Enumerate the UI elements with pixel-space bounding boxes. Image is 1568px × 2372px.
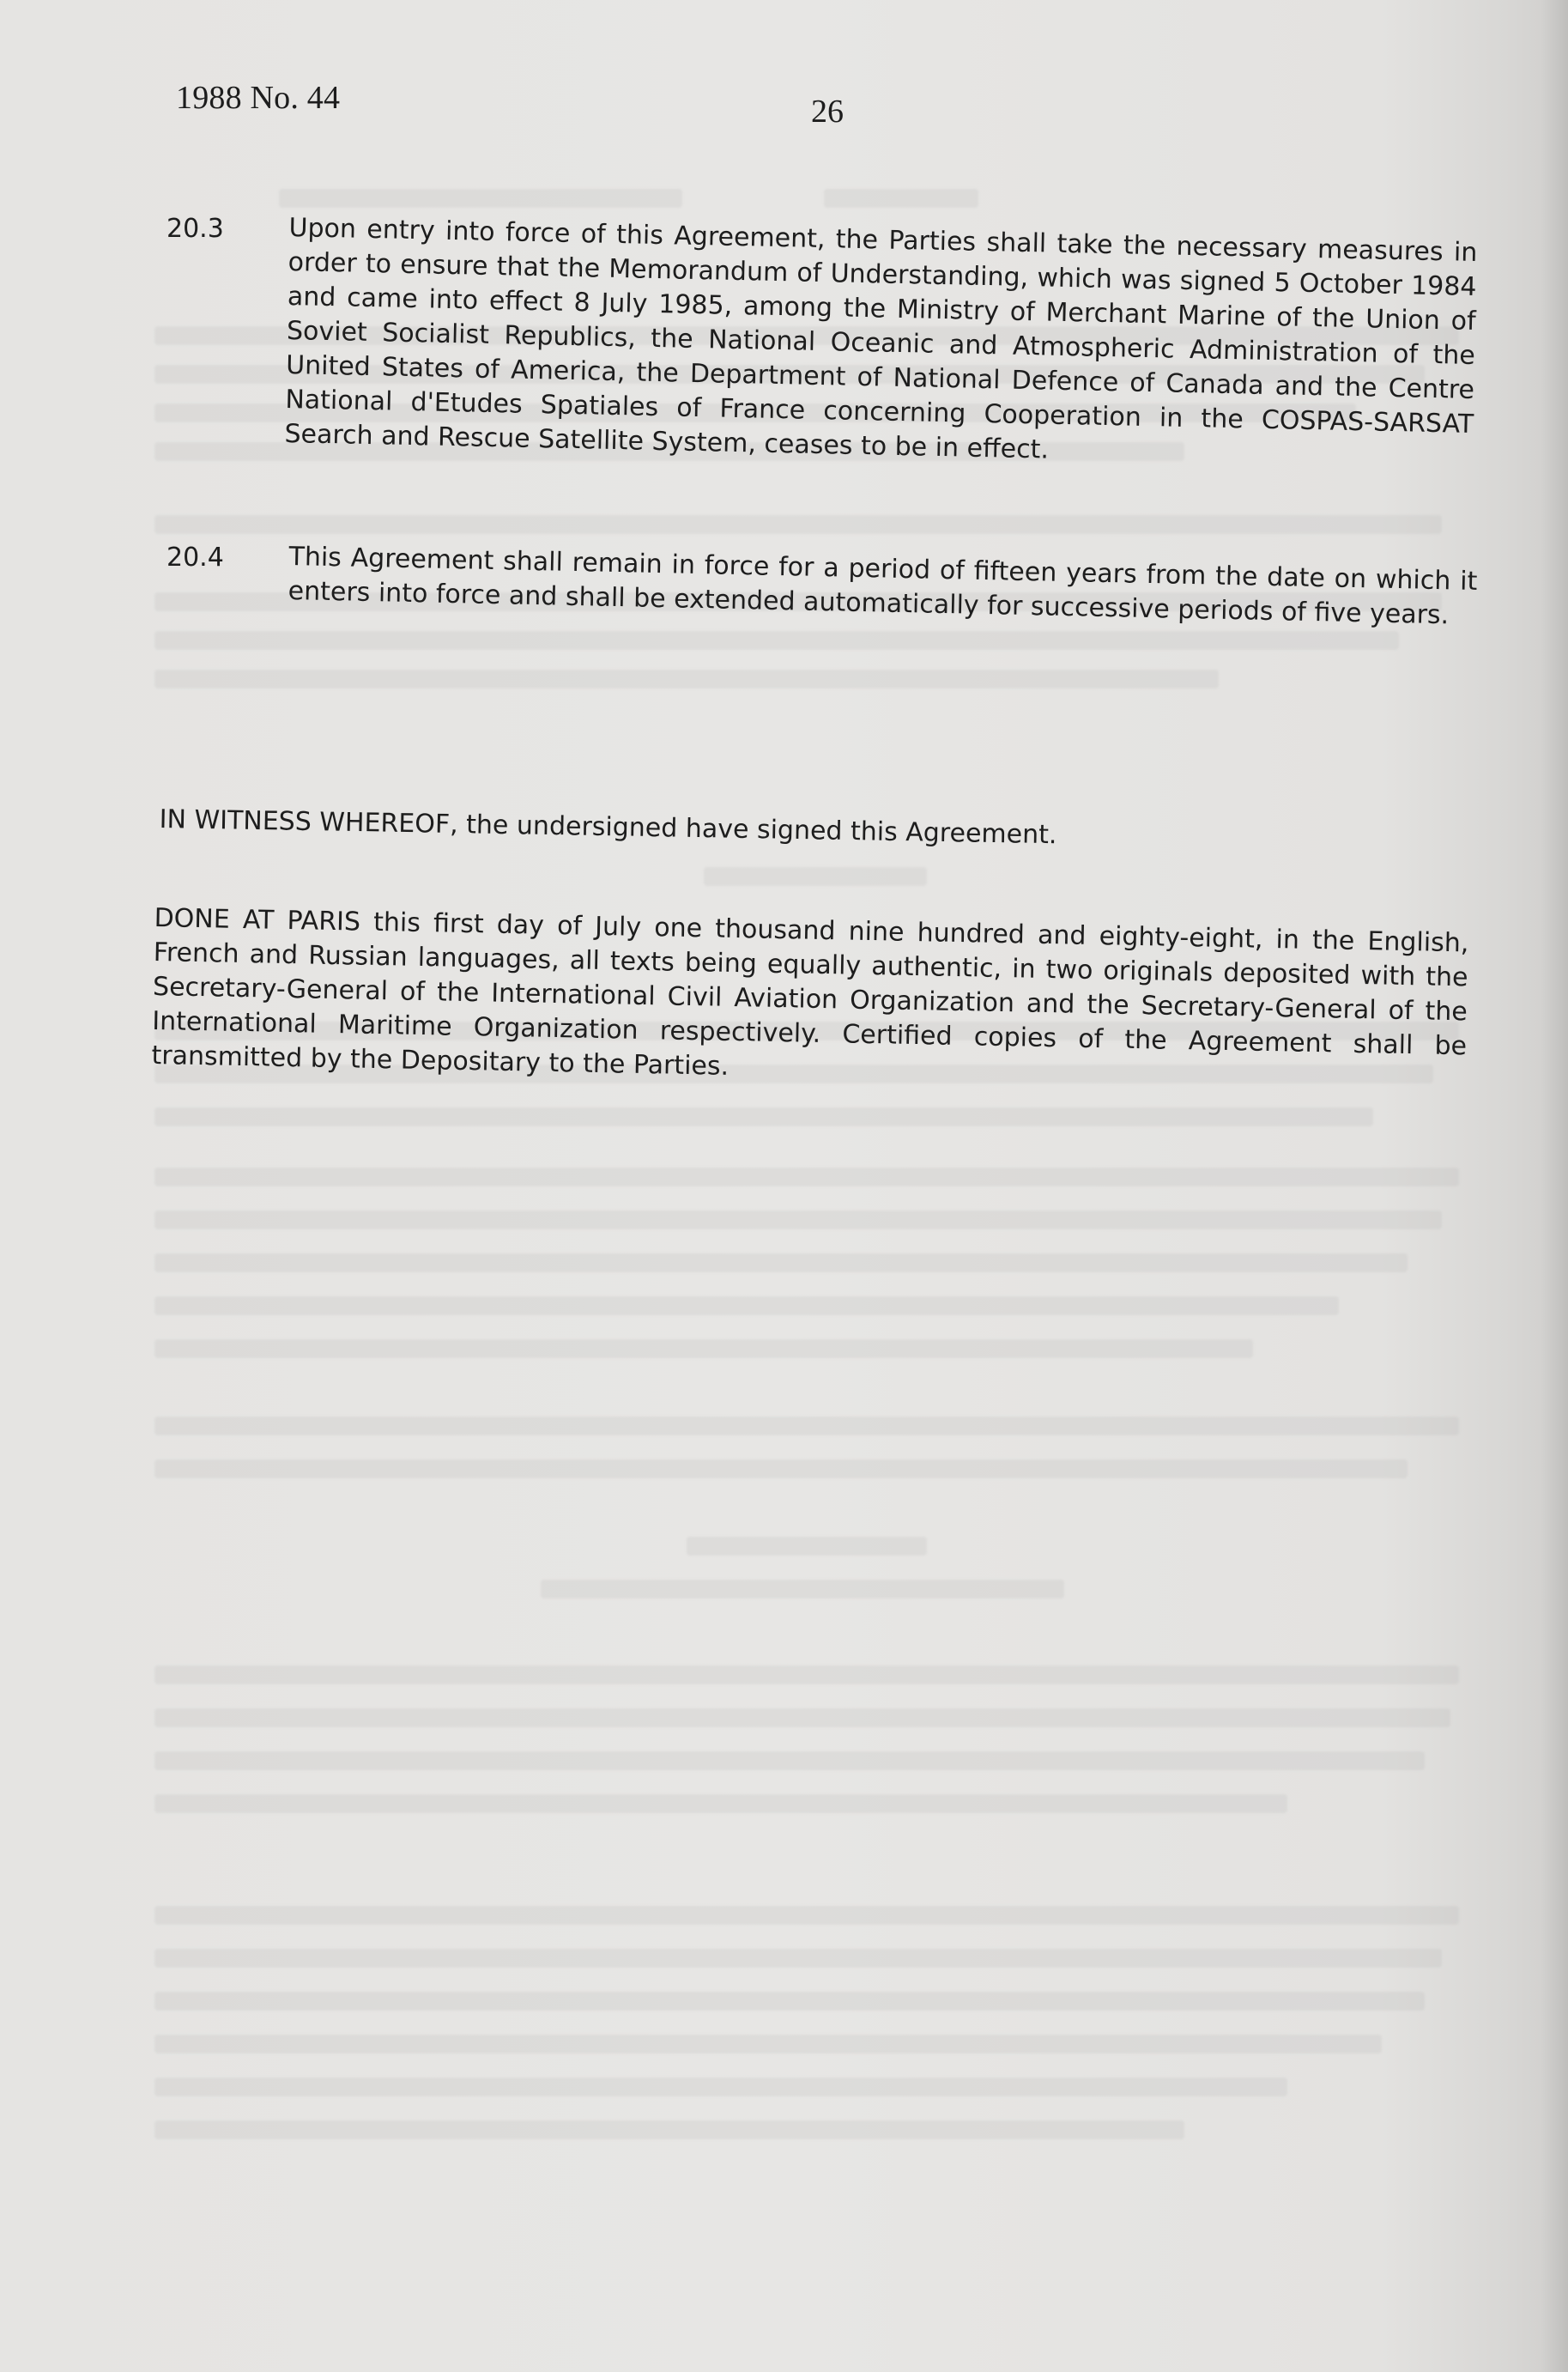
witness-statement: IN WITNESS WHEREOF, the undersigned have signed this Agreement. bbox=[159, 804, 1057, 851]
clause-20-3 bbox=[166, 211, 1488, 486]
clause-text: This Agreement shall remain in force for a period of fifteen years from the date on which it enters into force and shall be extended automatically for successive periods of five years. bbox=[288, 541, 1478, 631]
document-reference: 1988 No. 44 bbox=[176, 80, 341, 116]
page-number: 26 bbox=[811, 94, 844, 130]
clause-text: Upon entry into force of this Agreement, the Parties shall take the necessary measures in order to ensure that the Memorandum of Understanding, which was signed 5 October 1984 and came into effect 8 July 1985, among the Ministry of Merchant Marine of the Union of Soviet Socialist Republics, the National Oceanic and Atmospheric Administration of the United States of America, the Department of National Defence of Canada and the Centre National d'Etudes Spatiales of France concerning Cooperation in the COSPAS-SARSAT Search and Rescue Satellite System, ceases to be in effect. bbox=[284, 212, 1478, 465]
clause-number: 20.3 bbox=[166, 214, 224, 244]
page-edge-shadow bbox=[1541, 0, 1568, 2372]
done-at-paris-paragraph: DONE AT PARIS this first day of July one thousand nine hundred and eighty-eight, in the English, French and Russian languages, all texts being equally authentic, in two originals deposited with the Secretary-General of the International Civil Aviation Organization and the Secretary-General of the International Maritime Organization respectively. Certified copies of the Agreement shall be transmitted by the Depositary to the Parties. bbox=[151, 902, 1469, 1082]
clause-number: 20.4 bbox=[166, 543, 224, 573]
clause-20-4 bbox=[166, 540, 1488, 652]
